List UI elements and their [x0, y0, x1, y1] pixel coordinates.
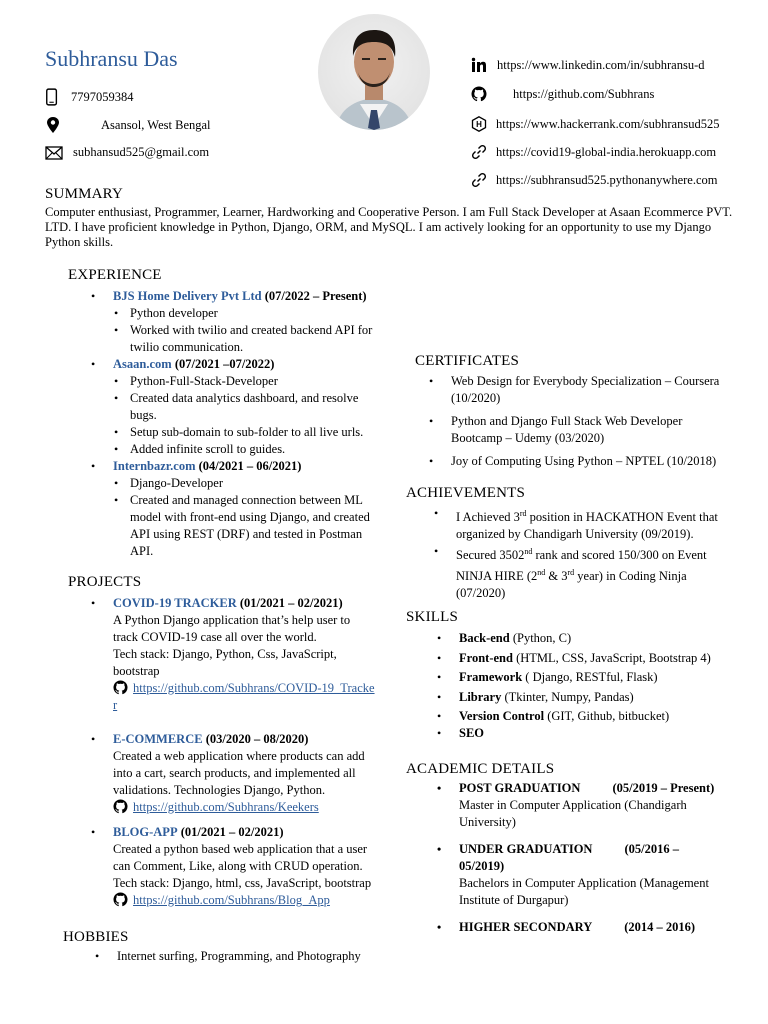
job-item: • Python developer: [130, 305, 383, 322]
email-row: [45, 145, 209, 160]
github-row: [471, 86, 654, 102]
achievement-sup: rd: [519, 509, 527, 518]
degree-entry: [459, 780, 724, 797]
github-link[interactable]: https://github.com/Subhrans: [513, 86, 655, 101]
skill-label: SEO: [459, 725, 485, 740]
linkedin-icon: [471, 57, 487, 73]
linkedin-row: [471, 57, 705, 73]
project-name: COVID-19 TRACKER: [113, 596, 237, 610]
achievement-text: & 3: [545, 569, 568, 584]
skill-label: Version Control: [459, 709, 545, 723]
achievement-sup: rd: [567, 568, 575, 578]
job-entry: [113, 288, 383, 305]
github-icon: [113, 892, 128, 907]
certificates-heading: CERTIFICATES: [415, 353, 520, 369]
project-desc: Created a web application where products can add into a cart, search products, and implemented all validations. Technologies Django, Python.: [113, 749, 365, 797]
job-item: • Created and managed connection between ML model with front-end using Django, and created API using REST (DRF) and tested in Postman API.: [130, 492, 383, 560]
degree-dates: (05/2016 – 05/2019): [459, 842, 679, 873]
location-text: Asansol, West Bengal: [101, 117, 211, 132]
phone-icon: [45, 87, 59, 107]
job-item: • Setup sub-domain to sub-folder to all live urls.: [130, 424, 383, 441]
link-icon: [471, 144, 487, 160]
skill-value: (GIT, Github, bitbucket): [544, 709, 670, 723]
project-link[interactable]: https://github.com/Subhrans/COVID-19_Tracker: [113, 681, 375, 712]
hackerrank-row: [471, 116, 719, 132]
github-icon: [113, 799, 128, 814]
achievements-heading: ACHIEVEMENTS: [406, 485, 526, 501]
covid-app-row: [471, 144, 716, 160]
skill-item: [459, 668, 739, 688]
summary-heading: SUMMARY: [45, 186, 124, 202]
pythonanywhere-link[interactable]: https://subhransud525.pythonanywhere.com: [496, 172, 718, 187]
degree-name: UNDER GRADUATION: [459, 842, 593, 856]
project-link-row: [113, 892, 375, 909]
job-dates: (07/2022 – Present): [264, 289, 367, 303]
skill-item: [459, 727, 739, 740]
experience-heading: EXPERIENCE: [68, 267, 162, 283]
job-item: • Python-Full-Stack-Developer: [130, 373, 383, 390]
job-entry: [113, 458, 383, 475]
academic-list: [459, 780, 724, 936]
summary-text: Computer enthusiast, Programmer, Learner, Hardworking and Cooperative Person. I am Full Stack Developer at Asaan Ecommerce PVT. LTD. I have proficient knowledge in Python, Django, ORM, and MySQL. I am actively looking for an opportunity to use my Django Python skills.: [45, 205, 733, 249]
achievement-item: [456, 543, 726, 602]
project-entry: [113, 595, 375, 612]
project-desc: A Python Django application that’s help user to track COVID-19 case all over the world.: [113, 613, 351, 644]
project-link-row: [113, 799, 375, 816]
job-item: • Worked with twilio and created backend API for twilio communication.: [130, 322, 383, 356]
achievement-text: position in HACKATHON Event that organized by Chandigarh University (09/2019).: [456, 510, 718, 542]
resume-name: Subhransu Das: [45, 46, 178, 71]
achievement-text: I Achieved 3: [456, 510, 520, 525]
job-item: • Added infinite scroll to guides.: [130, 441, 383, 458]
skill-item: [459, 649, 739, 669]
degree-dates: (2014 – 2016): [624, 920, 696, 934]
project-dates: (01/2021 – 02/2021): [239, 596, 343, 610]
linkedin-link[interactable]: https://www.linkedin.com/in/subhransu-d: [497, 57, 705, 72]
project-stack: Tech stack: Django, html, css, JavaScript, bootstrap: [113, 876, 372, 890]
skill-item: [459, 629, 739, 649]
email-link[interactable]: subhansud525@gmail.com: [73, 145, 210, 159]
company-name: BJS Home Delivery Pvt Ltd: [113, 289, 262, 303]
skills-list: [459, 629, 739, 740]
mail-icon: [45, 146, 63, 160]
skills-heading: SKILLS: [406, 609, 459, 625]
job-item: • Django-Developer: [130, 475, 383, 492]
achievement-item: [456, 505, 726, 543]
achievement-sup: nd: [537, 568, 546, 578]
job-dates: (07/2021 –07/2022): [174, 357, 275, 371]
covid-app-link[interactable]: https://covid19-global-india.herokuapp.com: [496, 144, 717, 159]
job-item: • Created data analytics dashboard, and resolve bugs.: [130, 390, 383, 424]
project-desc: Created a python based web application that a user can Comment, Like, along with CRUD operation.: [113, 842, 368, 873]
degree-entry: [459, 919, 724, 936]
certificate-item: • Web Design for Everybody Specialization – Coursera (10/2020): [451, 373, 736, 407]
project-stack: Tech stack: Django, Python, Css, JavaScript, bootstrap: [113, 647, 337, 678]
certificates-list: [451, 373, 736, 470]
project-name: E-COMMERCE: [113, 732, 203, 746]
experience-list: [113, 288, 383, 560]
skill-value: (Tkinter, Numpy, Pandas): [501, 689, 634, 704]
project-dates: (01/2021 – 02/2021): [180, 825, 284, 839]
job-entry: [113, 356, 383, 373]
project-link[interactable]: https://github.com/Subhrans/Blog_App: [133, 893, 330, 907]
certificate-item: • Python and Django Full Stack Web Developer Bootcamp – Udemy (03/2020): [451, 413, 736, 447]
skill-value: (HTML, CSS, JavaScript, Bootstrap 4): [512, 650, 711, 665]
degree-dates: (05/2019 – Present): [612, 781, 715, 795]
location-row: [45, 116, 211, 134]
hobbies-heading: HOBBIES: [63, 929, 129, 945]
project-entry: [113, 731, 375, 748]
skill-value: ( Django, RESTful, Flask): [522, 670, 658, 684]
degree-entry: [459, 841, 724, 875]
skill-value: (Python, C): [509, 631, 572, 645]
github-icon: [113, 680, 128, 695]
skill-item: [459, 688, 739, 708]
github-icon: [471, 86, 487, 102]
projects-list: [113, 595, 375, 909]
project-entry: [113, 824, 375, 841]
skill-label: Front-end: [459, 650, 513, 665]
project-dates: (03/2020 – 08/2020): [205, 732, 309, 746]
project-name: BLOG-APP: [113, 825, 178, 839]
degree-detail: Bachelors in Computer Application (Management Institute of Durgapur): [459, 876, 709, 907]
hobbies-text: • Internet surfing, Programming, and Photography: [117, 948, 361, 965]
project-link-row: [113, 680, 375, 714]
degree-detail: Master in Computer Application (Chandigarh University): [459, 798, 687, 829]
achievement-text: Secured 3502: [456, 548, 525, 563]
academic-heading: ACADEMIC DETAILS: [406, 761, 555, 777]
link-icon: [471, 172, 487, 188]
achievement-sup: nd: [524, 547, 533, 557]
achievement-text: rank and scored 150/300 on Event NINJA HIRE (2: [456, 548, 707, 584]
skill-item: [459, 707, 739, 727]
skill-label: Library: [459, 689, 502, 704]
profile-photo: [318, 14, 430, 130]
phone-row: [45, 87, 134, 107]
skill-label: Back-end: [459, 631, 510, 645]
svg-text:H: H: [476, 120, 482, 129]
hackerrank-icon: [471, 116, 487, 132]
achievements-list: [456, 505, 726, 602]
hobbies-list: [117, 948, 361, 965]
phone-number: 7797059384: [71, 89, 134, 104]
company-name: Asaan.com: [113, 357, 172, 371]
certificate-item: • Joy of Computing Using Python – NPTEL (10/2018): [451, 453, 736, 470]
pythonanywhere-row: [471, 172, 718, 188]
skill-label: Framework: [459, 670, 523, 684]
company-name: Internbazr.com: [113, 459, 196, 473]
job-dates: (04/2021 – 06/2021): [198, 459, 302, 473]
degree-name: POST GRADUATION: [459, 781, 581, 795]
achievement-text: year) in Coding Ninja (07/2020): [456, 569, 687, 601]
degree-name: HIGHER SECONDARY: [459, 920, 593, 934]
projects-heading: PROJECTS: [68, 574, 142, 590]
location-icon: [45, 116, 61, 134]
project-link[interactable]: https://github.com/Subhrans/Keekers: [133, 800, 319, 814]
hackerrank-link[interactable]: https://www.hackerrank.com/subhransud525: [496, 116, 720, 131]
